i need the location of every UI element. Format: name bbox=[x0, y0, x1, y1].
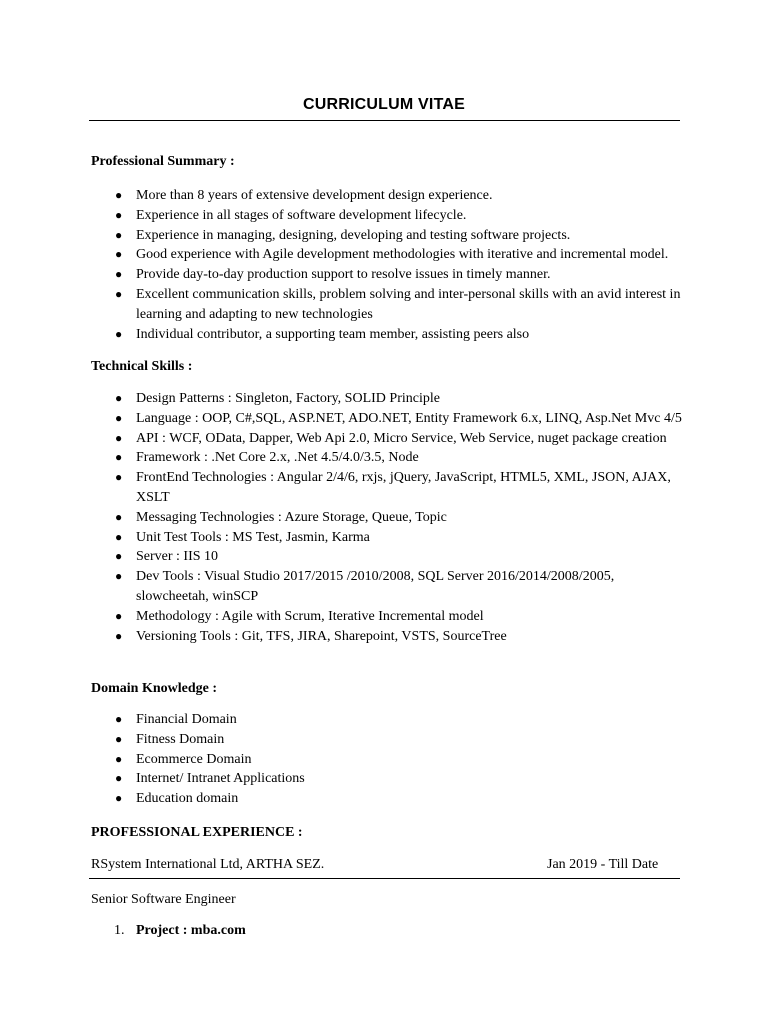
bullet-icon: ● bbox=[115, 731, 123, 746]
employment-dates: Jan 2019 - Till Date bbox=[547, 857, 659, 872]
list-item: ● More than 8 years of extensive development design experience. bbox=[0, 186, 686, 206]
bullet-icon: ● bbox=[115, 188, 123, 202]
document-title: CURRICULUM VITAE bbox=[302, 96, 465, 113]
professional-experience-heading: PROFESSIONAL EXPERIENCE : bbox=[91, 825, 303, 840]
list-item: ● Language : OOP, C#,SQL, ASP.NET, ADO.NET, Entity Framework 6.x, LINQ, Asp.Net Mvc 4/5 bbox=[0, 409, 686, 429]
title-divider bbox=[89, 120, 680, 121]
technical-skills-list bbox=[0, 389, 768, 646]
list-item: ● Experience in managing, designing, developing and testing software projects. bbox=[0, 226, 686, 246]
project-entry bbox=[114, 922, 246, 940]
bullet-icon: ● bbox=[115, 712, 123, 726]
job-role: Senior Software Engineer bbox=[91, 892, 236, 907]
bullet-icon: ● bbox=[115, 628, 123, 643]
list-item: ● Education domain bbox=[0, 789, 686, 809]
professional-summary-heading: Professional Summary : bbox=[91, 154, 235, 169]
technical-skills-heading: Technical Skills : bbox=[91, 359, 193, 374]
list-item: ● Unit Test Tools : MS Test, Jasmin, Karma bbox=[0, 528, 686, 548]
bullet-icon: ● bbox=[115, 509, 123, 524]
list-item: ● Dev Tools : Visual Studio 2017/2015 /2010/2008, SQL Server 2016/2014/2008/2005, slowcheetah, winSCP bbox=[115, 569, 615, 604]
bullet-icon: ● bbox=[115, 286, 123, 301]
list-item: ● Messaging Technologies : Azure Storage, Queue, Topic bbox=[0, 508, 686, 528]
bullet-icon: ● bbox=[115, 791, 123, 806]
bullet-icon: ● bbox=[115, 569, 123, 584]
project-title: Project : mba.com bbox=[136, 923, 246, 938]
list-item: ● Internet/ Intranet Applications bbox=[0, 769, 686, 789]
list-item: ● Individual contributor, a supporting team member, assisting peers also bbox=[0, 325, 686, 345]
bullet-icon: ● bbox=[115, 450, 123, 465]
bullet-icon: ● bbox=[115, 207, 123, 222]
domain-knowledge-heading: Domain Knowledge : bbox=[91, 681, 217, 696]
list-item: ● Provide day-to-day production support to resolve issues in timely manner. bbox=[0, 265, 686, 285]
professional-summary-list bbox=[0, 186, 768, 344]
list-item: ● Methodology : Agile with Scrum, Iterative Incremental model bbox=[0, 607, 686, 627]
list-item: ● Fitness Domain bbox=[0, 730, 686, 750]
list-item: ● Good experience with Agile development methodologies with iterative and incremental model. bbox=[0, 245, 686, 265]
bullet-icon: ● bbox=[115, 608, 123, 623]
list-item: ● Versioning Tools : Git, TFS, JIRA, Sharepoint, VSTS, SourceTree bbox=[0, 627, 686, 647]
bullet-icon: ● bbox=[115, 227, 123, 242]
list-item: ● Design Patterns : Singleton, Factory, SOLID Principle bbox=[0, 389, 686, 409]
bullet-icon: ● bbox=[115, 391, 123, 405]
bullet-icon: ● bbox=[115, 470, 123, 485]
company-name: RSystem International Ltd, ARTHA SEZ. bbox=[91, 857, 325, 872]
list-item: ● API : WCF, OData, Dapper, Web Api 2.0, Micro Service, Web Service, nuget package creation bbox=[0, 429, 686, 449]
bullet-icon: ● bbox=[115, 771, 123, 786]
list-item: ● FrontEnd Technologies : Angular 2/4/6, rxjs, jQuery, JavaScript, HTML5, XML, JSON, AJAX, XSLT bbox=[115, 470, 671, 505]
bullet-icon: ● bbox=[115, 410, 123, 425]
bullet-icon: ● bbox=[115, 430, 123, 445]
bullet-icon: ● bbox=[115, 326, 123, 341]
list-item: ● Server : IIS 10 bbox=[0, 547, 686, 567]
domain-knowledge-list bbox=[0, 710, 768, 809]
bullet-icon: ● bbox=[115, 529, 123, 544]
project-number: 1. bbox=[114, 923, 125, 938]
bullet-icon: ● bbox=[115, 751, 123, 766]
list-item: ● Excellent communication skills, problem solving and inter-personal skills with an avid interest in learning and adapting to new technologies bbox=[115, 286, 681, 322]
bullet-icon: ● bbox=[115, 267, 123, 282]
bullet-icon: ● bbox=[115, 247, 123, 262]
list-item: ● Financial Domain bbox=[0, 710, 686, 730]
experience-divider bbox=[89, 878, 680, 879]
list-item: ● Ecommerce Domain bbox=[0, 750, 686, 770]
bullet-icon: ● bbox=[115, 549, 123, 564]
list-item: ● Framework : .Net Core 2.x, .Net 4.5/4.0/3.5, Node bbox=[0, 448, 686, 468]
list-item: ● Experience in all stages of software development lifecycle. bbox=[0, 206, 686, 226]
